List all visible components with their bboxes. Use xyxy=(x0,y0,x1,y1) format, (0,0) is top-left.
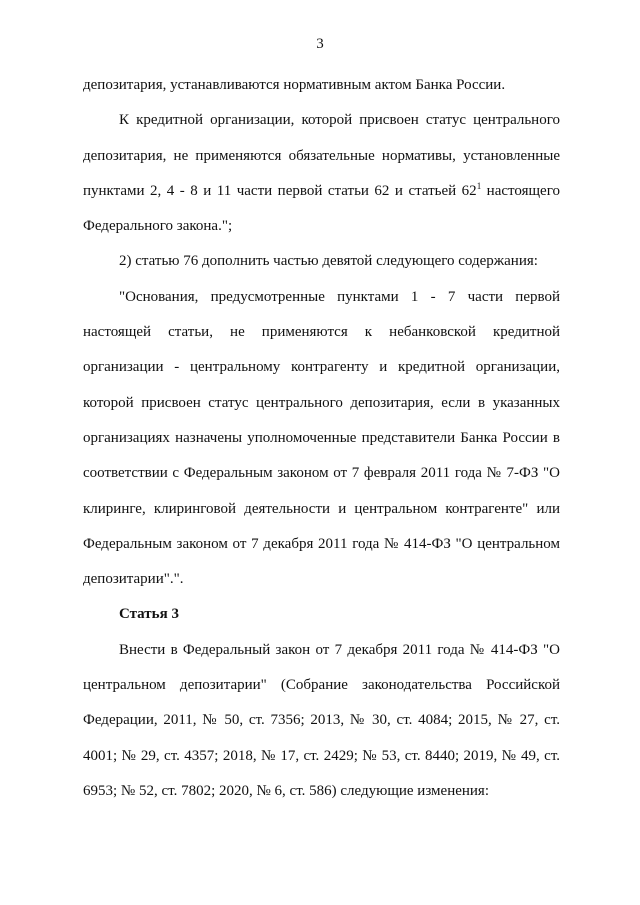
paragraph-text: К кредитной организации, которой присвоен статус центрального депозитария, не применяются обязательные нормативы, установленные пунктами 2, 4 - 8 и 11 части первой статьи 62 и статьей 62 xyxy=(83,112,560,199)
page-number: 3 xyxy=(316,36,324,52)
paragraph-text-end: настоящего Федерального закона."; xyxy=(83,182,560,235)
superscript-mark: 1 xyxy=(476,180,482,191)
article-heading: Статья 3 xyxy=(119,606,179,623)
paragraph-continuation: депозитария, устанавливаются нормативным актом Банка России. xyxy=(83,77,506,93)
paragraph-amendments: Внести в Федеральный закон от 7 декабря 2011 года № 414-ФЗ "О центральном депозитарии" (Собрание законодательства Российской Федерации, 2011, № 50, ст. 7356; 2013, № 30, ст. 4084; 2015, № 27, ст. 4001; № 29, ст. 4357; 2018, № 17, ст. 2429; № 53, ст. 8440; 2019, № 49, ст. 6953; № 52, ст. 7802; 2020, № 6, ст. 586) следующие изменения: xyxy=(83,641,560,799)
paragraph-article-76: 2) статью 76 дополнить частью девятой следующего содержания: xyxy=(119,253,538,270)
document-body xyxy=(83,68,560,809)
paragraph-grounds: "Основания, предусмотренные пунктами 1 - 7 части первой настоящей статьи, не применяются к небанковской кредитной организации - центральному контрагенту и кредитной организации, которой присвоен статус центрального депозитария, если в указанных организациях назначены уполномоченные представители Банка России в соответствии с Федеральным законом от 7 февраля 2011 года № 7-ФЗ "О клиринге, клиринговой деятельности и центральном контрагенте" или Федеральным законом от 7 декабря 2011 года № 414-ФЗ "О центральном депозитарии".". xyxy=(83,288,560,588)
paragraph-credit-organization xyxy=(83,103,560,244)
